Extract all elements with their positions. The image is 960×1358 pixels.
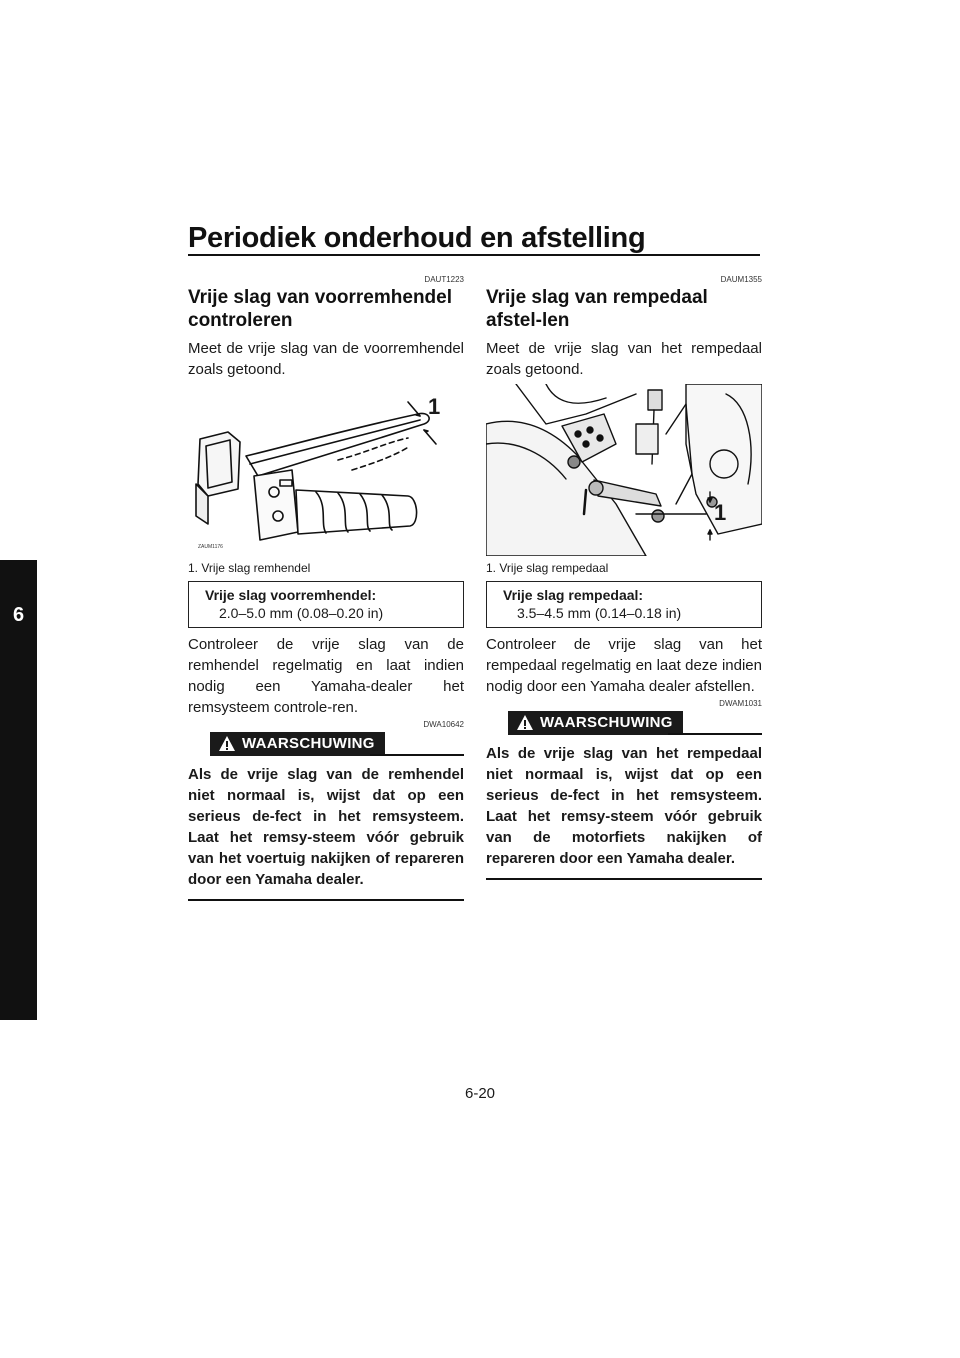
warning-header [486,711,762,735]
title-rule [188,254,760,256]
figure-caption: 1. Vrije slag remhendel [188,561,311,575]
spec-box [188,581,464,628]
section-heading: Vrije slag van rempedaal afstel-len [486,287,708,331]
page-number: 6-20 [464,1085,496,1102]
warning-text: Als de vrije slag van het rempedaal niet normaal is, wijst dat op een serieus de-fect in het remsysteem. Laat het remsy-steem vóór gebruik van de motorfiets nakijken of repareren door een Yamaha dealer. [486,745,762,867]
warning-badge [210,732,385,756]
warning-header [188,732,464,756]
figure-caption: 1. Vrije slag rempedaal [486,561,609,575]
body-text: Controleer de vrije slag van het rempedaal regelmatig en laat deze indien nodig door een Yamaha dealer afstellen. [486,636,762,695]
warning-triangle-icon [516,714,534,732]
chapter-tab [0,560,37,1020]
warning-code: DWA10642 [423,720,464,729]
spec-value: 2.0–5.0 mm (0.08–0.20 in) [219,605,384,621]
warning-text: Als de vrije slag van de remhendel niet normaal is, wijst dat op een serieus de-fect in het remsysteem. Laat het remsy-steem vóór gebruik van het voertuig nakijken of repareren door een Yamaha dealer. [188,766,464,888]
warning-end-rule [486,878,762,880]
section-code: DAUT1223 [424,275,464,284]
spec-box [486,581,762,628]
section-heading: Vrije slag van voorremhendel controleren [188,287,452,331]
warning-end-rule [188,899,464,901]
warning-code: DWAM1031 [719,699,762,708]
callout-label: 1 [714,500,727,525]
brake-pedal-illustration [486,384,762,556]
right-column [486,275,762,880]
warning-label: WAARSCHUWING [540,714,673,731]
callout-label: 1 [428,394,441,419]
figure-code: ZAUM1176 [198,544,223,550]
warning-rule [668,733,762,735]
chapter-number: 6 [12,604,25,626]
intro-text: Meet de vrije slag van het rempedaal zoals getoond. [486,340,762,378]
left-column [188,275,464,901]
intro-text: Meet de vrije slag van de voorremhendel zoals getoond. [188,340,464,378]
warning-badge [508,711,683,735]
warning-rule [370,754,464,756]
warning-triangle-icon [218,735,236,753]
section-code: DAUM1355 [720,275,762,284]
spec-label: Vrije slag rempedaal: [503,587,644,603]
warning-label: WAARSCHUWING [242,735,375,752]
body-text: Controleer de vrije slag van de remhendel regelmatig en laat indien nodig een Yamaha-dealer het remsysteem controle-ren. [188,636,464,716]
page-title: Periodiek onderhoud en afstelling [188,222,646,254]
spec-label: Vrije slag voorremhendel: [205,587,377,603]
brake-lever-illustration [188,384,464,556]
spec-value: 3.5–4.5 mm (0.14–0.18 in) [517,605,682,621]
